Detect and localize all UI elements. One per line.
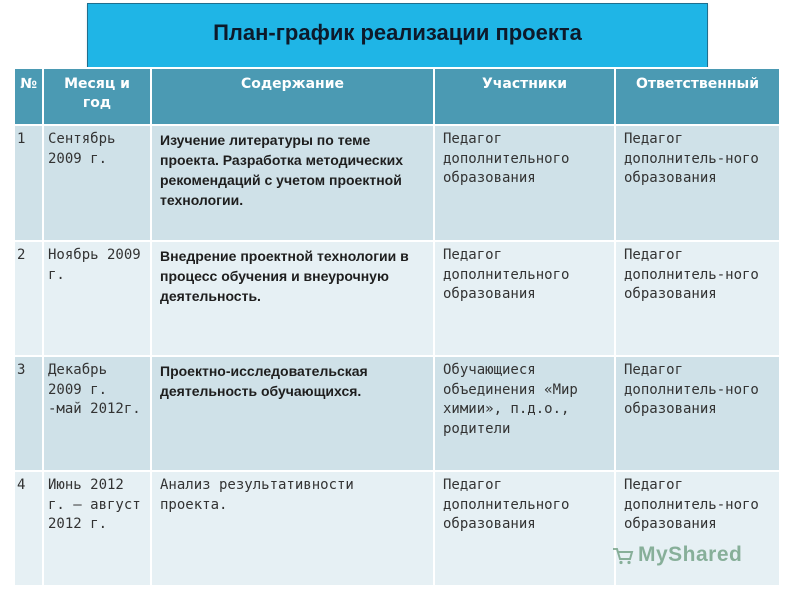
row-num: 1	[14, 125, 43, 241]
watermark-text: MyShared	[638, 543, 743, 566]
row-month: Июнь 2012 г. – август 2012 г.	[43, 471, 151, 586]
schedule-table	[13, 67, 781, 587]
row-responsible: Педагог дополнитель-ного образования	[615, 471, 780, 586]
table-row	[14, 471, 780, 586]
row-participants: Обучающиеся объединения «Мир химии», п.д.о., родители	[434, 356, 615, 471]
row-month: Сентябрь 2009 г.	[43, 125, 151, 241]
row-responsible: Педагог дополнитель-ного образования	[615, 241, 780, 356]
row-content: Изучение литературы по теме проекта. Разработка методических рекомендаций с учетом проектной технологии.	[151, 125, 434, 241]
row-responsible: Педагог дополнитель-ного образования	[615, 125, 780, 241]
header-num: №	[14, 68, 43, 125]
header-participants: Участники	[434, 68, 615, 125]
header-responsible: Ответственный	[615, 68, 780, 125]
header-month: Месяц и год	[43, 68, 151, 125]
slide-title: План-график реализации проекта	[213, 20, 582, 45]
table-row	[14, 241, 780, 356]
header-content: Содержание	[151, 68, 434, 125]
row-month: Декабрь 2009 г. -май 2012г.	[43, 356, 151, 471]
row-num: 4	[14, 471, 43, 586]
table-row	[14, 125, 780, 241]
row-num: 3	[14, 356, 43, 471]
table-header-row	[14, 68, 780, 125]
row-content: Внедрение проектной технологии в процесс обучения и внеурочную деятельность.	[151, 241, 434, 356]
row-participants: Педагог дополнительного образования	[434, 241, 615, 356]
row-participants: Педагог дополнительного образования	[434, 125, 615, 241]
table-row	[14, 356, 780, 471]
row-month: Ноябрь 2009 г.	[43, 241, 151, 356]
row-participants: Педагог дополнительного образования	[434, 471, 615, 586]
row-content: Анализ результативности проекта.	[151, 471, 434, 586]
row-num: 2	[14, 241, 43, 356]
title-banner	[87, 3, 708, 69]
schedule-table-container	[13, 67, 779, 585]
row-content: Проектно-исследовательская деятельность обучающихся.	[151, 356, 434, 471]
row-responsible: Педагог дополнитель-ного образования	[615, 356, 780, 471]
